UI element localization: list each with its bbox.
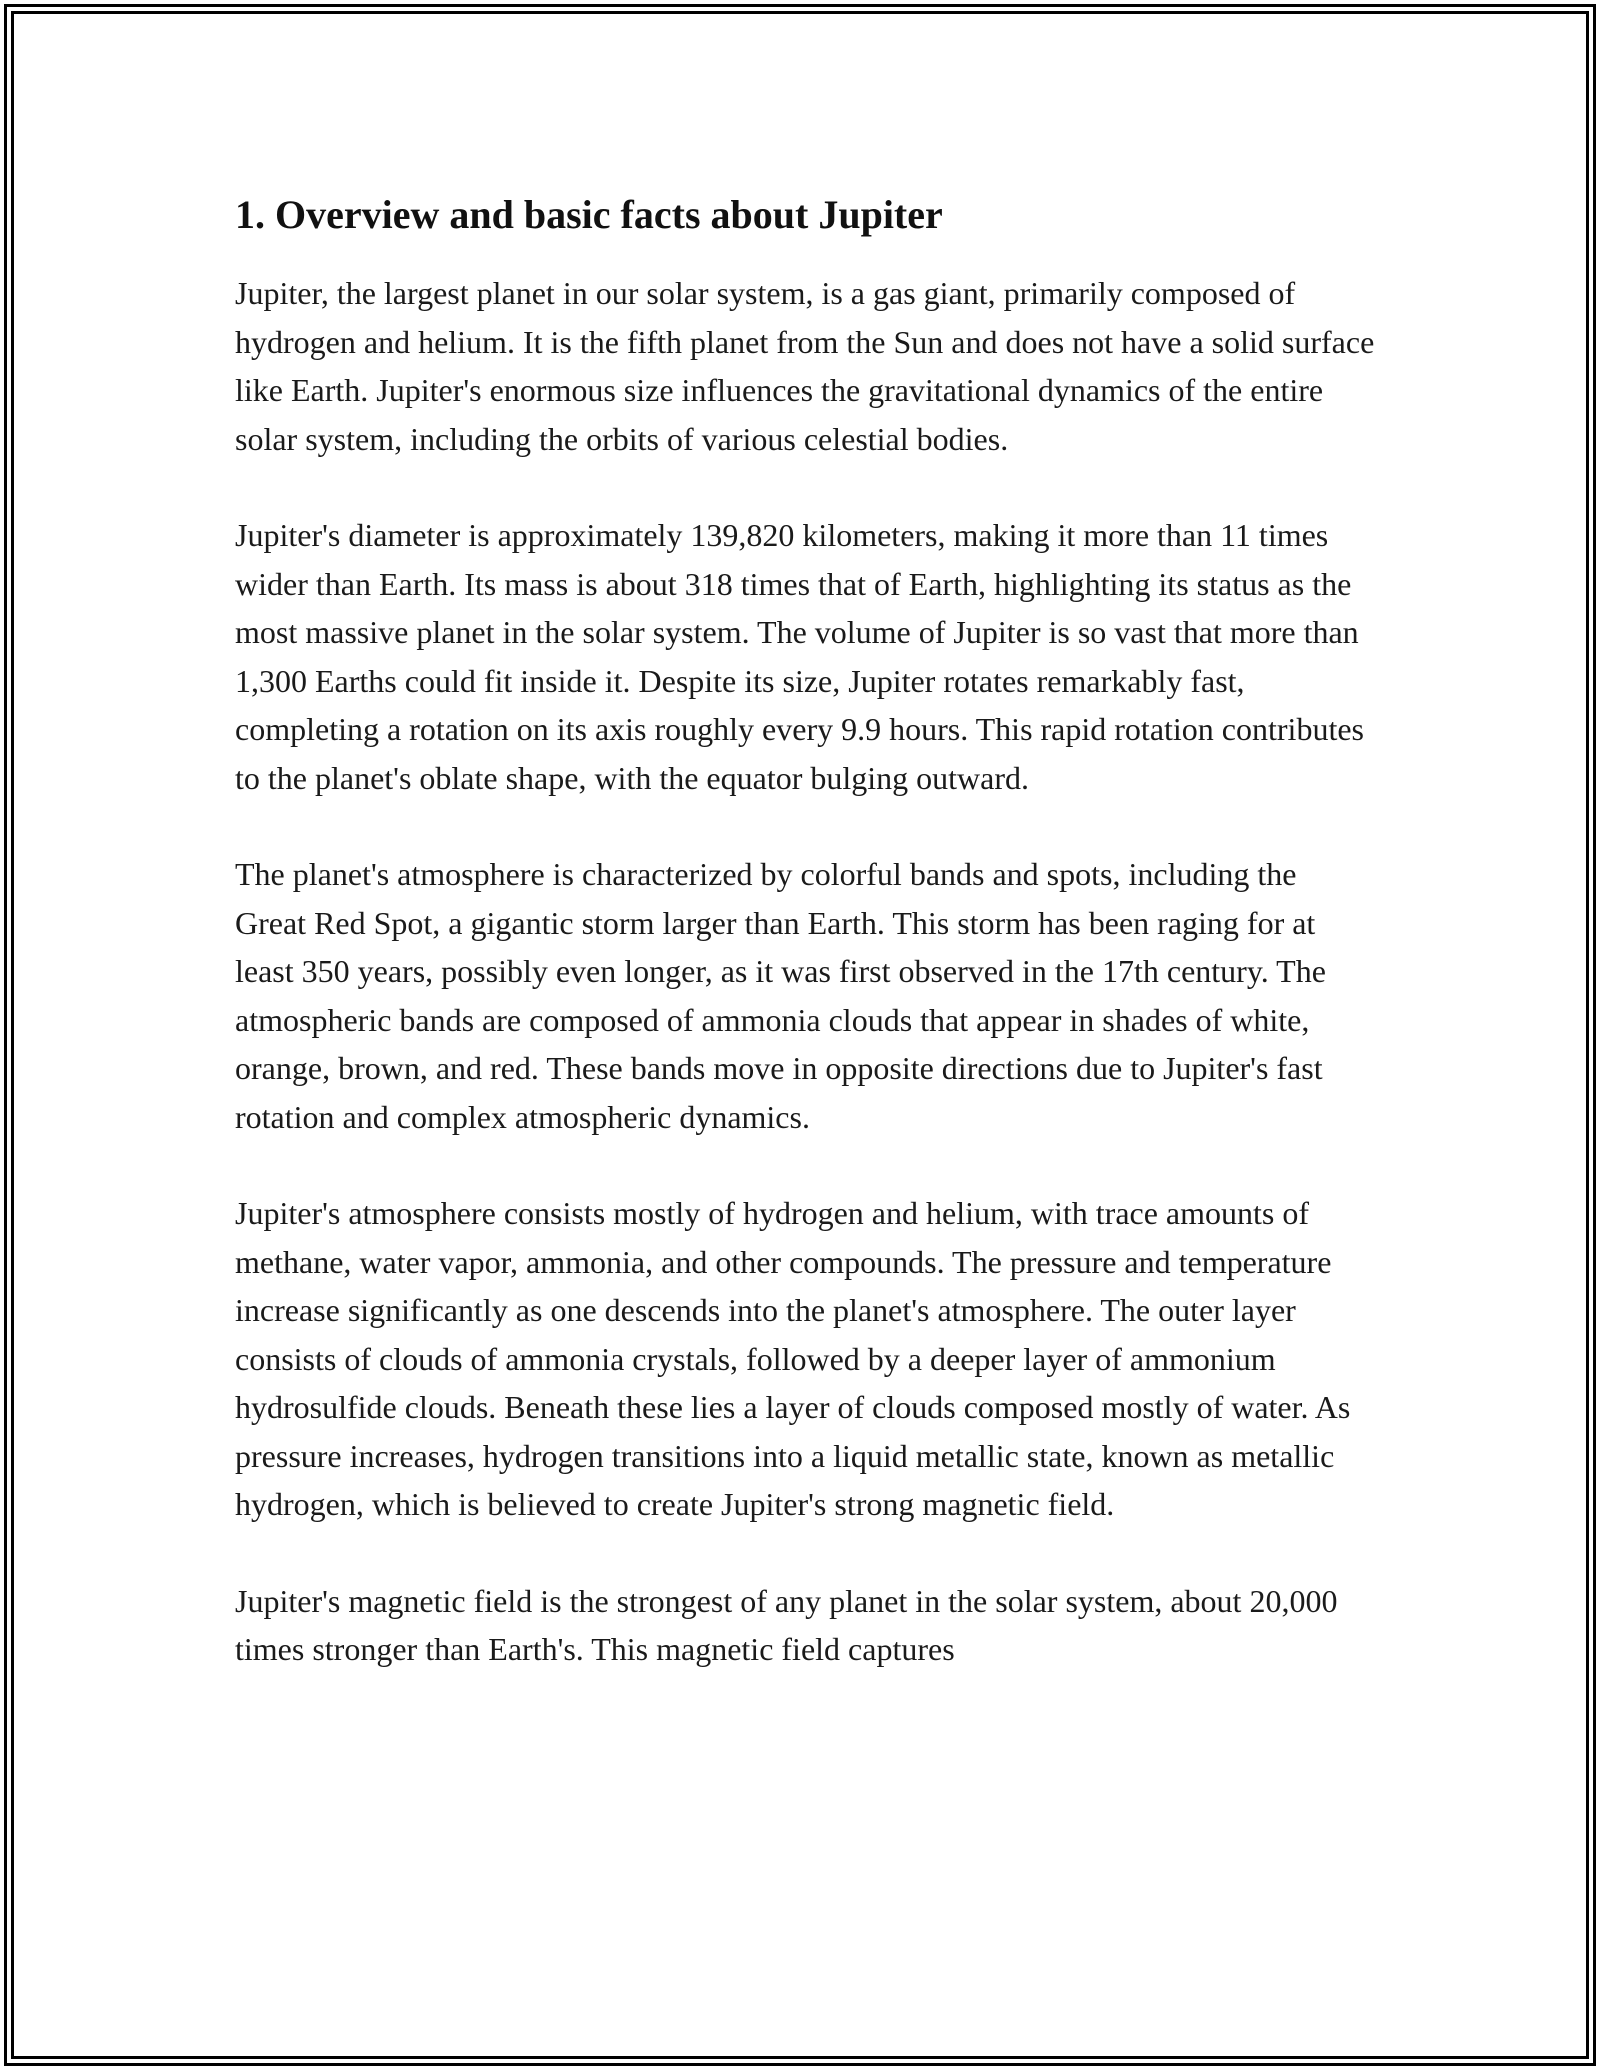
- section-heading: 1. Overview and basic facts about Jupiter: [235, 192, 943, 237]
- paragraph-atmosphere-bands: The planet's atmosphere is characterized by colorful bands and spots, including the Great Red Spot, a gigantic storm larger than Earth. This storm has been raging for at least 350 years, possibly even longer, as it was first observed in the 17th century. The atmospheric bands are composed of ammonia clouds that appear in shades of white, orange, brown, and red. These bands move in opposite directions due to Jupiter's fast rotation and complex atmospheric dynamics.: [235, 856, 1326, 1135]
- paragraph-size-and-rotation: Jupiter's diameter is approximately 139,820 kilometers, making it more than 11 times wider than Earth. Its mass is about 318 times that of Earth, highlighting its status as the most massive planet in the solar system. The volume of Jupiter is so vast that more than 1,300 Earths could fit inside it. Despite its size, Jupiter rotates remarkably fast, completing a rotation on its axis roughly every 9.9 hours. This rapid rotation contributes to the planet's oblate shape, with the equator bulging outward.: [235, 517, 1364, 796]
- paragraph-atmosphere-composition: Jupiter's atmosphere consists mostly of hydrogen and helium, with trace amounts of methane, water vapor, ammonia, and other compounds. The pressure and temperature increase significantly as one descends into the planet's atmosphere. The outer layer consists of clouds of ammonia crystals, followed by a deeper layer of ammonium hydrosulfide clouds. Beneath these lies a layer of clouds composed mostly of water. As pressure increases, hydrogen transitions into a liquid metallic state, known as metallic hydrogen, which is believed to create Jupiter's strong magnetic field.: [235, 1195, 1351, 1522]
- document-body: [235, 185, 1375, 1674]
- paragraph-magnetic-field: Jupiter's magnetic field is the strongest of any planet in the solar system, about 20,000 times stronger than Earth's. This magnetic field captures: [235, 1582, 1338, 1667]
- paragraph-overview: Jupiter, the largest planet in our solar system, is a gas giant, primarily composed of hydrogen and helium. It is the fifth planet from the Sun and does not have a solid surface like Earth. Jupiter's enormous size influences the gravitational dynamics of the entire solar system, including the orbits of various celestial bodies.: [235, 275, 1375, 457]
